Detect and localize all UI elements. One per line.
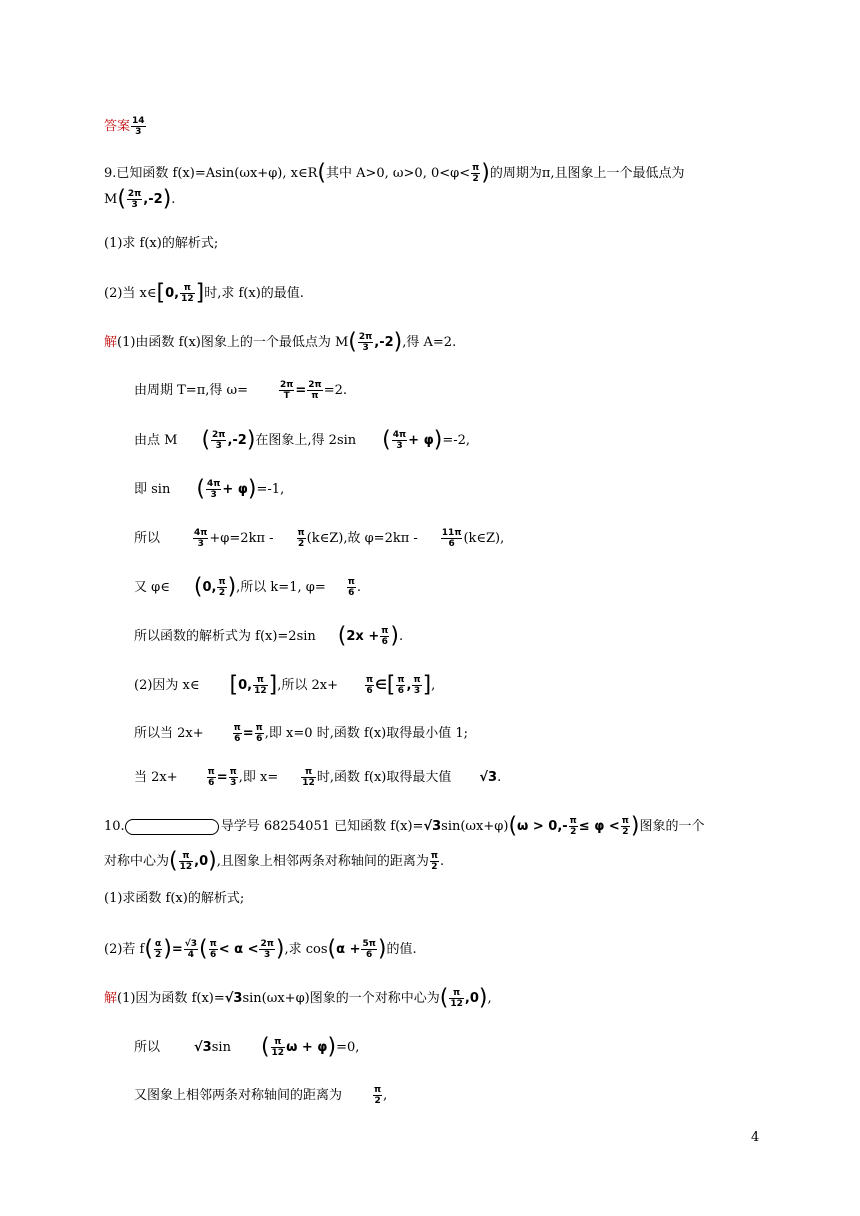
q9-stem-line-2: M( $\frac{2\pi}{3}$ ,-2). [104,186,176,212]
answer-label: 答案 [104,119,131,134]
q10-part1: (1)求函数 f(x)的解析式; [104,891,245,906]
sol9-line-3: 由点 M ( $\frac{2\pi}{3}$ ,-2)在图象上,得 2sin ( $\frac{4\pi}{3}$ + φ)=-2, [134,427,471,453]
answer-line [104,116,147,137]
q9-pi-over-2: $\frac{\pi}{2}$ [472,163,480,184]
sol9-line-8: (2)因为 x∈ [0, $\frac{\pi}{12}$ ],所以 2x+ $\frac{\pi}{6}$ ∈[ $\frac{\pi}{6}$ , $\frac{\pi}{3}$ ], [134,672,436,698]
q9-stem-c: 的周期为π,且图象上一个最低点为 [489,166,685,181]
q9-stem-b: 其中 A>0, ω>0, 0<φ< [325,166,471,181]
q9-part2-b: 时,求 f(x)的最值. [204,286,304,301]
q9-number: 9. [104,166,117,181]
q10-part2: (2)若 f( $\frac{\alpha}{2}$ )= $\frac{√3}{4}$ ( $\frac{\pi}{6}$ < α < $\frac{2\pi}{3}$ ),求 cos(α + $\frac{5\pi}{6}$ )的值. [104,936,417,962]
sol9-line-5: 所以 $\frac{4\pi}{3}$ +φ=2kπ - $\frac{\pi}{2}$ (k∈Z),故 φ=2kπ - $\frac{11\pi}{6}$ (k∈Z), [134,528,505,549]
answer-fraction: $\frac{14}{3}$ [132,116,145,137]
sol9-line-2: 由周期 T=π,得 ω= $\frac{2\pi}{T}$ = $\frac{2\pi}{\pi}$ =2. [134,380,347,401]
q9-part2: (2)当 x∈[0, $\frac{\pi}{12}$ ]时,求 f(x)的最值. [104,280,304,306]
page-number: 4 [751,1130,760,1145]
guide-badge [125,819,219,835]
sol10-line-3: 又图象上相邻两条对称轴间的距离为 $\frac{\pi}{2}$ , [134,1085,388,1106]
sol9-line-7: 所以函数的解析式为 f(x)=2sin (2x + $\frac{\pi}{6}$ ). [134,623,404,649]
sol10-line-2: 所以 √3sin ( $\frac{\pi}{12}$ ω + φ)=0, [134,1034,360,1060]
sol10-label: 解 [104,991,118,1006]
q9-part1: (1)求 f(x)的解析式; [104,236,219,251]
q9-part2-frac: $\frac{\pi}{12}$ [181,283,194,304]
sol9-line-4: 即 sin ( $\frac{4\pi}{3}$ + φ)=-1, [134,476,285,502]
sol9-line-1: 解(1)由函数 f(x)图象上的一个最低点为 M( $\frac{2\pi}{3}$ ,-2),得 A=2. [104,329,457,355]
q10-number: 10. [104,819,125,834]
q10-stem-line-2: 对称中心为( $\frac{\pi}{12}$ ,0),且图象上相邻两条对称轴间的距离为 $\frac{\pi}{2}$ . [104,848,445,874]
q9-point-m: M [104,192,118,207]
q9-stem-a: 已知函数 f(x)=Asin(ωx+φ), x∈R [116,166,318,181]
sol9-line-6: 又 φ∈ (0, $\frac{\pi}{2}$ ),所以 k=1, φ= $\frac{\pi}{6}$ . [134,574,361,600]
q9-part2-a: (2)当 x∈ [104,286,157,301]
q9-point-frac: $\frac{2\pi}{3}$ [127,189,142,210]
sol9-line-9: 所以当 2x+ $\frac{\pi}{6}$ = $\frac{\pi}{6}$ ,即 x=0 时,函数 f(x)取得最小值 1; [134,723,469,744]
q10-stem-line-1: 10. 导学号 68254051 已知函数 f(x)=√3sin(ωx+φ)(ω > 0,- $\frac{\pi}{2}$ ≤ φ < $\frac{\pi}{2}$ )图象的一个 [104,813,705,839]
q9-stem-line-1: 9.已知函数 f(x)=Asin(ωx+φ), x∈R(其中 A>0, ω>0, 0<φ< $\frac{\pi}{2}$ )的周期为π,且图象上一个最低点为 [104,160,685,186]
sol9-label: 解 [104,335,118,350]
sol10-line-1: 解(1)因为函数 f(x)=√3sin(ωx+φ)图象的一个对称中心为( $\frac{\pi}{12}$ ,0), [104,985,492,1011]
sol9-line-10: 当 2x+ $\frac{\pi}{6}$ = $\frac{\pi}{3}$ ,即 x= $\frac{\pi}{12}$ 时,函数 f(x)取得最大值 √3. [134,767,502,788]
q9-point-rest: ,-2 [143,192,163,207]
